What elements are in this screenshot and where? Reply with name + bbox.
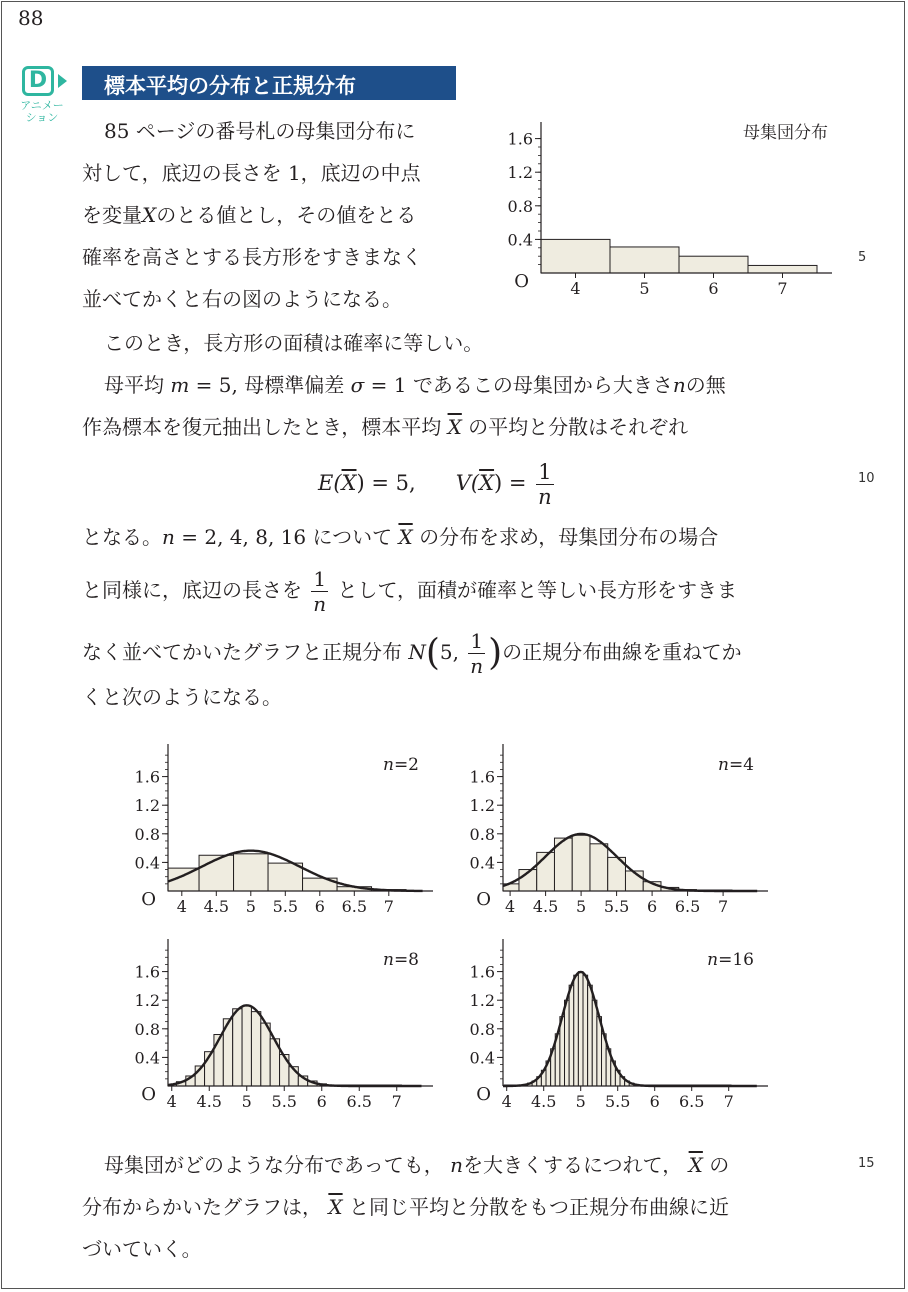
sample-chart-n16-y-tick-label: 0.8 <box>469 1019 495 1039</box>
sample-chart-n2-x-tick-label: 7 <box>383 897 394 916</box>
mean-line: 母平均 m = 5, 母標準偏差 σ = 1 であるこの母集団から大きさnの無 <box>104 373 726 397</box>
sample-chart-n2-bar <box>268 863 303 891</box>
sample-chart-n8-y-tick-label: 1.2 <box>134 991 160 1011</box>
population-chart-x-tick-label: 7 <box>777 279 788 298</box>
base-length-line: と同様に，底辺の長さを $\frac{1}{n}$ として，面積が確率と等しい長方形をすきま <box>82 567 738 616</box>
next-line: くと次のようになる。 <box>82 685 282 709</box>
sample-chart-n4-origin-label: O <box>476 889 491 910</box>
page-number: 88 <box>18 6 44 30</box>
sample-chart-n16-y-tick-label: 1.2 <box>469 991 495 1011</box>
sample-chart-n16-x-tick-label: 5 <box>575 1092 586 1111</box>
sample-chart-n16-title: n=16 <box>707 950 754 970</box>
sample-chart-n16-bar <box>592 1000 597 1086</box>
sample-chart-n8-y-tick-label: 1.6 <box>134 962 160 982</box>
population-chart-bar <box>610 247 679 273</box>
sample-chart-n2-x-tick-label: 4.5 <box>203 897 230 916</box>
intro-line-1: 85 ページの番号札の母集団分布に <box>104 119 416 143</box>
intro-line-4: 確率を高さとする長方形をすきまなく <box>82 245 422 269</box>
sample-chart-n4-x-tick-label: 4.5 <box>532 897 559 916</box>
sample-chart-n16-y-tick-label: 0.4 <box>469 1048 495 1068</box>
sample-chart-n8-y-tick-label: 0.8 <box>134 1019 160 1039</box>
sample-chart-n2-x-tick-label: 5 <box>245 897 256 916</box>
sample-chart-n16-bar <box>578 972 583 1086</box>
sample-chart-n16-normal-curve <box>503 972 757 1086</box>
line-number-10: 10 <box>858 471 875 486</box>
sample-chart-n2-y-tick-label: 0.8 <box>134 824 160 844</box>
sample-chart-n2-y-tick-label: 1.6 <box>134 767 160 787</box>
sample-chart-n8-x-tick-label: 7 <box>391 1092 402 1111</box>
sample-chart-n4-bar <box>572 835 590 891</box>
sample-chart-n16-x-tick-label: 6 <box>649 1092 660 1111</box>
sample-chart-n4-x-tick-label: 4 <box>505 897 516 916</box>
section-title: 標本平均の分布と正規分布 <box>104 74 356 98</box>
sample-chart-n16-bar <box>583 975 588 1086</box>
sample-chart-n2-y-tick-label: 1.2 <box>134 796 160 816</box>
animation-label: アニメー ション <box>20 99 64 124</box>
sample-line: 作為標本を復元抽出したとき，標本平均 $\overline{X}$ の平均と分散はそれぞれ <box>82 415 689 439</box>
sample-chart-n16-bar <box>565 1000 570 1086</box>
sample-chart-n4-y-tick-label: 1.2 <box>469 796 495 816</box>
sample-chart-n8-title: n=8 <box>382 950 419 970</box>
sample-chart-n4-x-tick-label: 5 <box>576 897 587 916</box>
sample-chart-n8-x-tick-label: 6 <box>316 1092 327 1111</box>
population-chart-x-tick-label: 6 <box>708 279 719 298</box>
line-number-5: 5 <box>858 250 867 265</box>
sample-chart-n8-x-tick-label: 4.5 <box>196 1092 222 1111</box>
n-values-line: となる。n = 2, 4, 8, 16 について $\overline{X}$ の分布を求め，母集団分布の場合 <box>82 525 719 549</box>
sample-chart-n16-origin-label: O <box>476 1084 491 1105</box>
closing-line-1: 母集団がどのような分布であっても， nを大きくするにつれて， $\overline{X}$ の <box>104 1153 730 1177</box>
sample-chart-n16-bar <box>574 975 579 1086</box>
sample-chart-n16-bar <box>588 985 593 1086</box>
population-chart-bar <box>541 239 610 273</box>
normal-dist-line: なく並べてかいたグラフと正規分布 N(5, $\frac{1}{n}$ )の正規分布曲線を重ねてか <box>82 629 742 678</box>
play-icon[interactable]: D <box>22 66 54 96</box>
sample-chart-n16-x-tick-label: 6.5 <box>678 1092 705 1111</box>
sample-chart-n16-x-tick-label: 4 <box>501 1092 512 1111</box>
sample-chart-n4-x-tick-label: 6.5 <box>674 897 701 916</box>
population-chart-bar <box>748 265 817 273</box>
sample-chart-n16-y-tick-label: 1.6 <box>469 962 495 982</box>
area-line: このとき，長方形の面積は確率に等しい。 <box>104 331 484 355</box>
sample-chart-n2-bar <box>234 854 268 891</box>
sample-chart-n4-y-tick-label: 0.4 <box>469 853 495 873</box>
line-number-15: 15 <box>858 1156 875 1171</box>
sample-chart-n16-x-tick-label: 4.5 <box>530 1092 557 1111</box>
sample-chart-n8-x-tick-label: 6.5 <box>346 1092 372 1111</box>
sample-chart-n16-x-tick-label: 5.5 <box>604 1092 631 1111</box>
sample-chart-n8-y-tick-label: 0.4 <box>134 1048 160 1068</box>
sample-chart-n16-x-tick-label: 7 <box>723 1092 734 1111</box>
intro-line-3: を変量Xのとる値とし，その値をとる <box>82 203 417 227</box>
population-chart-y-tick-label: 0.8 <box>507 196 533 216</box>
sample-chart-n2-title: n=2 <box>382 755 419 775</box>
intro-line-2: 対して，底辺の長さを 1，底辺の中点 <box>82 161 421 185</box>
population-chart-y-tick-label: 0.4 <box>507 230 533 250</box>
sample-chart-n4-title: n=4 <box>717 755 754 775</box>
population-chart-x-tick-label: 5 <box>639 279 650 298</box>
sample-chart-n4-y-tick-label: 0.8 <box>469 824 495 844</box>
sample-chart-n8-origin-label: O <box>141 1084 156 1105</box>
sample-chart-n16-bar <box>569 985 574 1086</box>
sample-chart-n4-x-tick-label: 5.5 <box>603 897 630 916</box>
population-chart-bar <box>679 256 748 273</box>
sample-chart-n2-x-tick-label: 6 <box>314 897 325 916</box>
sample-chart-n8-bar <box>261 1023 270 1086</box>
sample-chart-n2-x-tick-label: 5.5 <box>272 897 299 916</box>
sample-chart-n8-x-tick-label: 5.5 <box>271 1092 297 1111</box>
sample-chart-n8-x-tick-label: 5 <box>241 1092 252 1111</box>
population-chart-y-tick-label: 1.6 <box>507 129 533 149</box>
sample-chart-n2-y-tick-label: 0.4 <box>134 853 160 873</box>
sample-chart-n2-origin-label: O <box>141 889 156 910</box>
population-chart-title: 母集団分布 <box>743 123 828 143</box>
sample-chart-n4-bar <box>590 844 608 891</box>
sample-chart-n4-y-tick-label: 1.6 <box>469 767 495 787</box>
population-chart-x-tick-label: 4 <box>570 279 581 298</box>
closing-line-3: づいていく。 <box>82 1237 202 1261</box>
sample-chart-n8-bar <box>251 1012 260 1086</box>
sample-chart-n8-bar <box>242 1006 251 1086</box>
sample-chart-n8-x-tick-label: 4 <box>166 1092 177 1111</box>
sample-chart-n2-x-tick-label: 4 <box>176 897 187 916</box>
sample-chart-n4-x-tick-label: 6 <box>647 897 658 916</box>
mean-variance-formula: $E(\overline{X}) = 5$, $V(\overline{X})$ = $\frac{1}{n}$ <box>318 460 552 509</box>
population-chart-origin-label: O <box>514 271 529 292</box>
closing-line-2: 分布からかいたグラフは， $\overline{X}$ と同じ平均と分散をもつ正規分布曲線に近 <box>82 1195 729 1219</box>
sample-chart-n8-bar <box>233 1009 242 1086</box>
sample-chart-n2-x-tick-label: 6.5 <box>341 897 368 916</box>
sample-chart-n4-x-tick-label: 7 <box>718 897 729 916</box>
population-chart-y-tick-label: 1.2 <box>507 163 533 183</box>
sample-chart-n4-bar <box>625 871 643 891</box>
intro-line-5: 並べてかくと右の図のようになる。 <box>82 287 402 311</box>
sample-chart-n4-bar <box>537 852 555 891</box>
